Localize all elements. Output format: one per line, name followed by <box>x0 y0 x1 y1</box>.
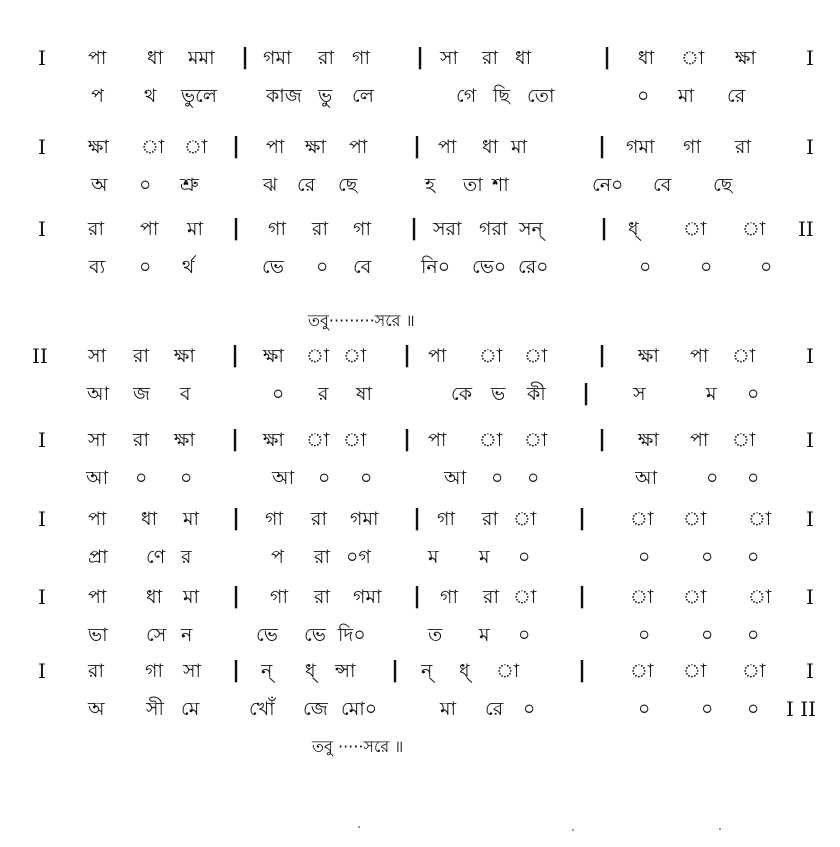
swar-note: রা <box>133 429 149 451</box>
bar-divider: | <box>582 381 591 406</box>
lyric-syllable: আ <box>87 383 110 405</box>
swar-line <box>0 583 840 611</box>
lyric-syllable: তো <box>527 85 555 107</box>
opening-barline: I <box>38 135 46 159</box>
swar-note: পা <box>88 47 107 69</box>
lyric-syllable: র <box>181 546 192 568</box>
swar-note: রা <box>311 508 327 530</box>
swar-note: মমা <box>188 47 215 69</box>
bar-divider: | <box>232 658 241 683</box>
lyric-syllable: ০ <box>316 256 329 278</box>
bar-divider: | <box>578 506 587 531</box>
lyric-syllable: ০ <box>747 698 760 720</box>
swar-note: মা <box>511 136 528 158</box>
lyric-syllable: প <box>91 85 104 107</box>
swar-note: গমা <box>350 508 379 530</box>
lyric-syllable: অ <box>91 174 108 196</box>
swar-note: ধা <box>147 47 164 69</box>
swar-note: ধা <box>141 508 158 530</box>
swar-note: ক্ষা <box>174 429 195 451</box>
swar-note: গা <box>145 660 163 682</box>
swar-note: গা <box>352 47 370 69</box>
lyric-syllable: লে <box>352 85 374 107</box>
swar-note: রা <box>318 47 334 69</box>
swar-note: া <box>184 136 208 158</box>
swar-note: গরা <box>479 218 508 240</box>
swar-note: া <box>306 345 330 367</box>
lyric-syllable: ০ <box>518 546 531 568</box>
lyric-syllable: ম <box>479 546 490 568</box>
bar-divider: | <box>403 427 412 452</box>
closing-barline: I <box>806 344 814 368</box>
lyric-syllable: মা <box>440 698 457 720</box>
lyric-syllable: আ <box>635 467 658 489</box>
swar-note: রা <box>133 345 149 367</box>
swar-note: া <box>748 508 772 530</box>
opening-barline: I <box>38 585 46 609</box>
bar-divider: | <box>231 343 240 368</box>
lyric-syllable: র <box>318 383 329 405</box>
bar-divider: | <box>391 658 400 683</box>
lyric-syllable: ন <box>181 624 193 646</box>
swar-note: সা <box>88 345 107 367</box>
swar-note: া <box>630 660 654 682</box>
swar-note: পা <box>438 136 457 158</box>
swar-note: ধা <box>482 136 499 158</box>
lyric-syllable: আ <box>444 467 467 489</box>
lyric-line <box>0 621 840 649</box>
lyric-syllable: ভে০ <box>472 256 507 278</box>
bar-divider: | <box>403 343 412 368</box>
lyric-syllable: ০গ <box>346 546 371 568</box>
lyric-syllable: ০ <box>701 698 714 720</box>
swar-note: রা <box>88 660 104 682</box>
swar-note: পা <box>428 345 447 367</box>
opening-barline: I <box>38 217 46 241</box>
lyric-syllable: ব <box>180 383 191 405</box>
swar-line <box>0 505 840 533</box>
swar-note: া <box>343 429 367 451</box>
swar-note: গমা <box>626 136 655 158</box>
swar-note: রা <box>735 136 751 158</box>
swar-note: পা <box>88 508 107 530</box>
refrain-cue: তবু·········সরে ॥ <box>308 311 415 330</box>
swar-note: রা <box>88 218 104 240</box>
swar-note: া <box>630 508 654 530</box>
swar-note: গমা <box>353 586 382 608</box>
lyric-syllable: রে০ <box>518 256 549 278</box>
lyric-syllable: কাজ <box>266 85 302 107</box>
swar-note: গা <box>265 508 283 530</box>
swar-note: ধ্ <box>305 660 316 682</box>
swar-note: া <box>683 218 707 240</box>
swar-note: সন্ <box>519 218 543 240</box>
lyric-syllable: ০ <box>747 624 760 646</box>
swar-note: রা <box>482 47 498 69</box>
swar-note: া <box>306 429 330 451</box>
lyric-syllable: ০ <box>747 467 760 489</box>
swar-note: গা <box>440 586 458 608</box>
closing-barline: I <box>806 585 814 609</box>
opening-barline: I <box>38 659 46 683</box>
bar-divider: | <box>578 584 587 609</box>
scan-speck <box>719 828 721 830</box>
closing-barline: I <box>806 428 814 452</box>
bar-divider: | <box>598 427 607 452</box>
lyric-syllable: ০ <box>637 85 650 107</box>
swar-note: রা <box>312 218 328 240</box>
swar-note: ক্ষা <box>638 345 659 367</box>
lyric-syllable: ০ <box>491 467 504 489</box>
lyric-syllable: দি০ <box>338 624 366 646</box>
lyric-syllable: ণে <box>146 546 166 568</box>
swar-note: া <box>513 508 537 530</box>
swar-note: গা <box>270 586 288 608</box>
lyric-syllable: ০ <box>527 467 540 489</box>
swar-note: া <box>683 508 707 530</box>
bar-divider: | <box>598 343 607 368</box>
lyric-syllable: থ <box>144 85 157 107</box>
swar-note: গা <box>268 218 286 240</box>
swar-note: া <box>742 660 766 682</box>
lyric-syllable: ষা <box>356 383 372 405</box>
lyric-syllable: শা <box>492 174 509 196</box>
swar-note: া <box>732 429 756 451</box>
swar-note: সরা <box>433 218 462 240</box>
closing-barline: I <box>806 46 814 70</box>
lyric-syllable: স <box>633 383 646 405</box>
lyric-syllable: ভু <box>318 85 333 107</box>
lyric-syllable: মা <box>678 85 695 107</box>
swar-note: ধা <box>146 586 163 608</box>
lyric-syllable: অ <box>88 698 105 720</box>
swar-note: া <box>681 47 705 69</box>
swar-note: া <box>524 429 548 451</box>
bar-divider: | <box>232 584 241 609</box>
lyric-syllable: ০ <box>747 383 760 405</box>
swar-note: ক্ষা <box>263 345 284 367</box>
lyric-syllable: ০ <box>139 174 152 196</box>
lyric-syllable: ০ <box>180 467 193 489</box>
swar-note: পা <box>140 218 159 240</box>
lyric-syllable: ০ <box>638 698 651 720</box>
bar-divider: | <box>600 216 609 241</box>
lyric-syllable: ০ <box>272 383 285 405</box>
lyric-syllable: ব্য <box>89 256 106 278</box>
lyric-syllable: ০ <box>135 467 148 489</box>
swar-note: ন্সা <box>335 660 356 682</box>
lyric-syllable: ০ <box>701 624 714 646</box>
lyric-syllable: ত <box>428 624 443 646</box>
lyric-syllable: জে <box>303 698 328 720</box>
opening-barline: I <box>38 507 46 531</box>
bar-divider: | <box>232 134 241 159</box>
lyric-syllable: গে <box>456 85 477 107</box>
lyric-line <box>0 543 840 571</box>
lyric-syllable: ভে <box>304 624 326 646</box>
closing-barline: I <box>806 659 814 683</box>
bar-divider: | <box>578 658 587 683</box>
swar-line <box>0 426 840 454</box>
swar-note: া <box>513 586 537 608</box>
lyric-syllable: ঝ <box>263 174 278 196</box>
swar-note: ন্ <box>421 660 433 682</box>
lyric-syllable: কে <box>451 383 473 405</box>
lyric-line <box>0 464 840 492</box>
bar-divider: | <box>416 45 425 70</box>
bar-divider: | <box>232 216 241 241</box>
bar-divider: | <box>413 584 422 609</box>
lyric-syllable: ছি <box>493 85 510 107</box>
swar-note: সা <box>440 47 459 69</box>
swar-line <box>0 44 840 72</box>
swar-note: রা <box>483 586 499 608</box>
scan-speck <box>358 826 360 828</box>
swar-note: সা <box>183 660 202 682</box>
bar-divider: | <box>413 506 422 531</box>
bar-divider: | <box>598 134 607 159</box>
closing-barline: I II <box>786 697 817 721</box>
swar-note: ধা <box>638 47 655 69</box>
swar-line <box>0 133 840 161</box>
bar-divider: | <box>413 134 422 159</box>
closing-barline: I <box>806 135 814 159</box>
lyric-syllable: মো০ <box>341 698 378 720</box>
lyric-syllable: ০ <box>360 467 373 489</box>
lyric-syllable: খোঁ <box>249 698 275 720</box>
scan-speck <box>572 829 574 831</box>
lyric-syllable: ছে <box>713 174 733 196</box>
swar-note: ধা <box>515 47 532 69</box>
lyric-syllable: শ্রু <box>180 174 199 196</box>
lyric-syllable: ০ <box>518 624 531 646</box>
lyric-syllable: নি০ <box>421 256 451 278</box>
swar-note: া <box>742 218 766 240</box>
swar-note: ক্ষা <box>88 136 109 158</box>
swar-note: ধ্ <box>459 660 470 682</box>
lyric-syllable: ০ <box>760 256 773 278</box>
swar-note: রা <box>314 586 330 608</box>
lyric-syllable: ০ <box>523 698 536 720</box>
lyric-syllable: জ <box>133 383 150 405</box>
lyric-syllable: ভে <box>262 256 284 278</box>
lyric-syllable: আ <box>272 467 295 489</box>
swar-note: পা <box>266 136 285 158</box>
swar-note: পা <box>428 429 447 451</box>
opening-barline: II <box>32 344 48 368</box>
swar-note: া <box>343 345 367 367</box>
lyric-syllable: আ <box>86 467 109 489</box>
swar-note: া <box>479 429 503 451</box>
closing-barline: II <box>798 217 814 241</box>
swar-note: পা <box>690 429 709 451</box>
swar-note: ক্ষা <box>735 47 756 69</box>
lyric-syllable: হ <box>425 174 435 196</box>
closing-barline: I <box>806 507 814 531</box>
bar-divider: | <box>603 45 612 70</box>
lyric-syllable: মে <box>181 698 200 720</box>
lyric-syllable: ০ <box>638 624 651 646</box>
lyric-syllable: প <box>271 546 284 568</box>
swar-note: গা <box>437 508 455 530</box>
lyric-syllable: বে <box>353 256 372 278</box>
lyric-syllable: ছে <box>338 174 358 196</box>
lyric-syllable: ০ <box>700 256 713 278</box>
bar-divider: | <box>231 427 240 452</box>
lyric-syllable: প্রা <box>88 546 108 568</box>
lyric-syllable: সে <box>146 624 167 646</box>
refrain-cue: তবু ·····সরে ॥ <box>312 737 404 756</box>
swar-note: পা <box>690 345 709 367</box>
lyric-syllable: ০ <box>701 546 714 568</box>
swar-note: মা <box>183 586 200 608</box>
swar-note: পা <box>88 586 107 608</box>
bar-divider: | <box>241 45 250 70</box>
lyric-syllable: ম <box>479 624 490 646</box>
swar-note: পা <box>349 136 368 158</box>
swar-note: ক্ষা <box>174 345 195 367</box>
swar-note: া <box>683 660 707 682</box>
lyric-syllable: রে <box>727 85 746 107</box>
lyric-syllable: ভা <box>88 624 108 646</box>
swar-note: রা <box>482 508 498 530</box>
lyric-syllable: ভ <box>491 383 506 405</box>
lyric-line <box>0 253 840 281</box>
lyric-syllable: র্থ <box>182 256 195 278</box>
swar-note: ধ্ <box>628 218 639 240</box>
opening-barline: I <box>38 428 46 452</box>
lyric-line <box>0 82 840 110</box>
swar-note: মা <box>183 508 200 530</box>
swar-note: সা <box>88 429 107 451</box>
lyric-syllable: ভুলে <box>181 85 217 107</box>
lyric-syllable: ০ <box>318 467 331 489</box>
lyric-syllable: ০ <box>139 256 152 278</box>
swar-line <box>0 342 840 370</box>
swar-note: া <box>630 586 654 608</box>
lyric-syllable: বে <box>653 174 672 196</box>
opening-barline: I <box>38 46 46 70</box>
lyric-syllable: ম <box>706 383 717 405</box>
swar-note: ক্ষা <box>305 136 326 158</box>
lyric-syllable: ০ <box>706 467 719 489</box>
lyric-syllable: তা <box>463 174 483 196</box>
swar-note: মা <box>187 218 204 240</box>
lyric-syllable: রে <box>485 698 504 720</box>
swar-note: া <box>748 586 772 608</box>
lyric-syllable: কী <box>527 383 546 405</box>
swar-note: গা <box>683 136 701 158</box>
swar-line <box>0 215 840 243</box>
lyric-syllable: সী <box>146 698 164 720</box>
swar-note: া <box>479 345 503 367</box>
swar-note: ক্ষা <box>263 429 284 451</box>
swar-note: া <box>496 660 520 682</box>
swar-note: া <box>141 136 165 158</box>
lyric-syllable: রে <box>297 174 316 196</box>
lyric-syllable: ০ <box>638 546 651 568</box>
lyric-line <box>0 380 840 408</box>
swar-note: া <box>524 345 548 367</box>
swar-line <box>0 657 840 685</box>
swar-note: া <box>683 586 707 608</box>
lyric-syllable: ভে <box>256 624 278 646</box>
lyric-syllable: ম <box>428 546 439 568</box>
lyric-syllable: রা <box>314 546 330 568</box>
lyric-line <box>0 171 840 199</box>
swar-note: গমা <box>263 47 292 69</box>
swar-note: ক্ষা <box>638 429 659 451</box>
swar-note: া <box>732 345 756 367</box>
swar-note: ন্ <box>261 660 273 682</box>
bar-divider: | <box>232 506 241 531</box>
swar-note: গা <box>353 218 371 240</box>
lyric-syllable: ০ <box>639 256 652 278</box>
lyric-line <box>0 695 840 723</box>
bar-divider: | <box>410 216 419 241</box>
lyric-syllable: নে০ <box>592 174 624 196</box>
lyric-syllable: ০ <box>747 546 760 568</box>
